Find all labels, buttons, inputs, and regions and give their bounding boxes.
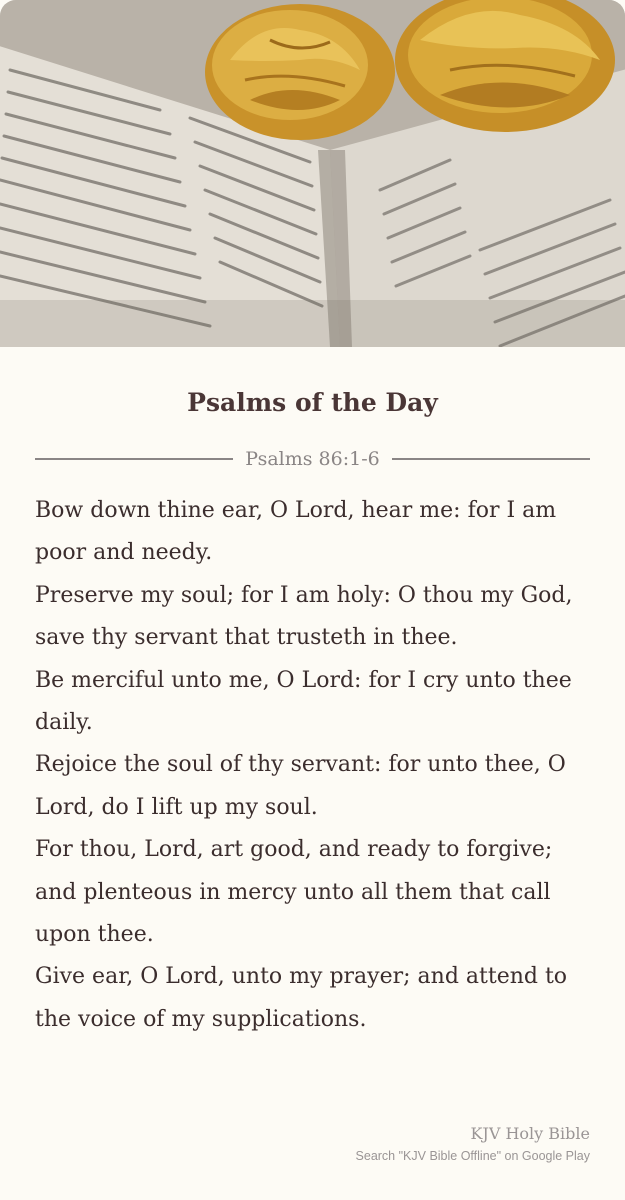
verse-6: Give ear, O Lord, unto my prayer; and attend to the voice of my supplications.: [35, 964, 568, 1032]
verse-2: Preserve my soul; for I am holy: O thou my God, save thy servant that trusteth in thee.: [35, 582, 573, 651]
verse-reference: Psalms 86:1-6: [245, 448, 380, 470]
store-hint: Search "KJV Bible Offline" on Google Play: [355, 1149, 590, 1163]
app-name: KJV Holy Bible: [470, 1124, 590, 1143]
card-title: Psalms of the Day: [187, 388, 438, 417]
footer: [356, 1122, 590, 1166]
verse-list: [35, 490, 595, 1041]
bible-and-roses-illustration: [0, 0, 625, 347]
divider-line-right: [392, 458, 590, 460]
header-image: [0, 0, 625, 347]
divider-line-left: [35, 458, 233, 460]
verse-4: Rejoice the soul of thy servant: for unto thee, O Lord, do I lift up my soul.: [35, 752, 566, 820]
reference-divider: [35, 447, 590, 471]
rose-left: [205, 4, 395, 140]
verse-3: Be merciful unto me, O Lord: for I cry unto thee daily.: [35, 667, 572, 736]
verse-5: For thou, Lord, art good, and ready to forgive; and plenteous in mercy unto all them that call upon thee.: [35, 837, 553, 948]
verse-1: Bow down thine ear, O Lord, hear me: for I am poor and needy.: [35, 498, 557, 566]
